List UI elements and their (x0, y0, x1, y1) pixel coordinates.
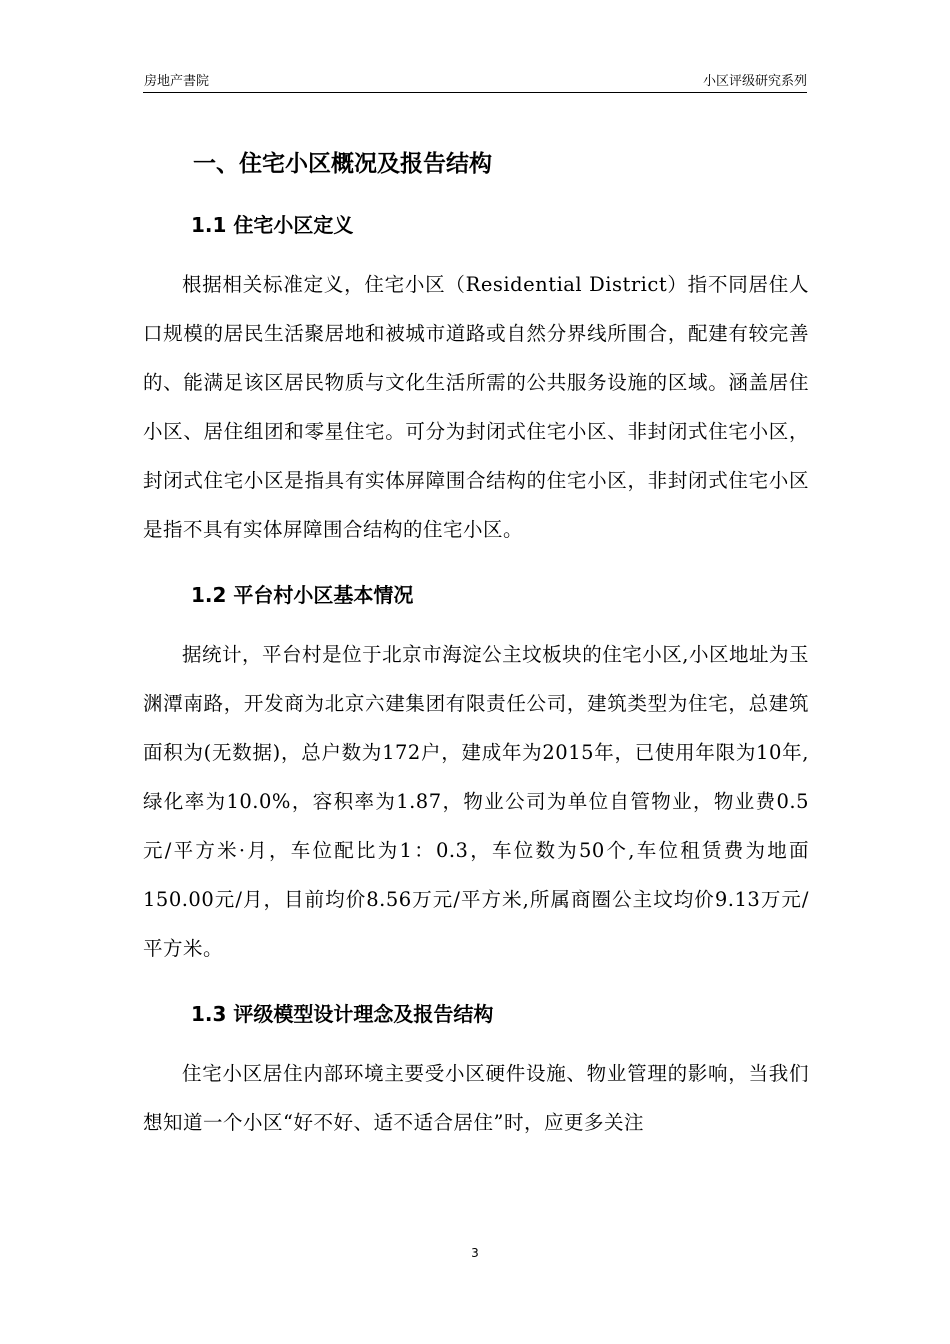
subsection-heading-1-1: 1.1 住宅小区定义 (191, 213, 354, 237)
paragraph-basic-info: 据统计，平台村是位于北京市海淀公主坟板块的住宅小区,小区地址为玉渊潭南路，开发商为北京六建集团有限责任公司，建筑类型为住宅，总建筑面积为(无数据)，总户数为172户，建成年为2015年，已使用年限为10年,绿化率为10.0%，容积率为1.87，物业公司为单位自管物业，物业费0.5元/平方米·月，车位配比为1：0.3，车位数为50个,车位租赁费为地面150.00元/月，目前均价8.56万元/平方米,所属商圈公主坟均价9.13万元/平方米。 (143, 643, 809, 960)
subsection-heading-1-3: 1.3 评级模型设计理念及报告结构 (191, 1002, 494, 1026)
document-body (143, 140, 809, 1147)
subsection-heading-1-2: 1.2 平台村小区基本情况 (191, 583, 414, 607)
header-divider (143, 92, 807, 93)
header-right-text: 小区评级研究系列 (702, 74, 807, 89)
section-title: 一、住宅小区概况及报告结构 (193, 151, 492, 177)
paragraph-model-design: 住宅小区居住内部环境主要受小区硬件设施、物业管理的影响，当我们想知道一个小区“好不好、适不适合居住”时，应更多关注 (143, 1062, 809, 1134)
page-number: 3 (471, 1246, 479, 1260)
paragraph-definition: 根据相关标准定义，住宅小区（Residential District）指不同居住人口规模的居民生活聚居地和被城市道路或自然分界线所围合，配建有较完善的、能满足该区居民物质与文化生活所需的公共服务设施的区域。涵盖居住小区、居住组团和零星住宅。可分为封闭式住宅小区、非封闭式住宅小区，封闭式住宅小区是指具有实体屏障围合结构的住宅小区，非封闭式住宅小区是指不具有实体屏障围合结构的住宅小区。 (143, 273, 809, 541)
header-left-text: 房地产書院 (144, 74, 210, 89)
